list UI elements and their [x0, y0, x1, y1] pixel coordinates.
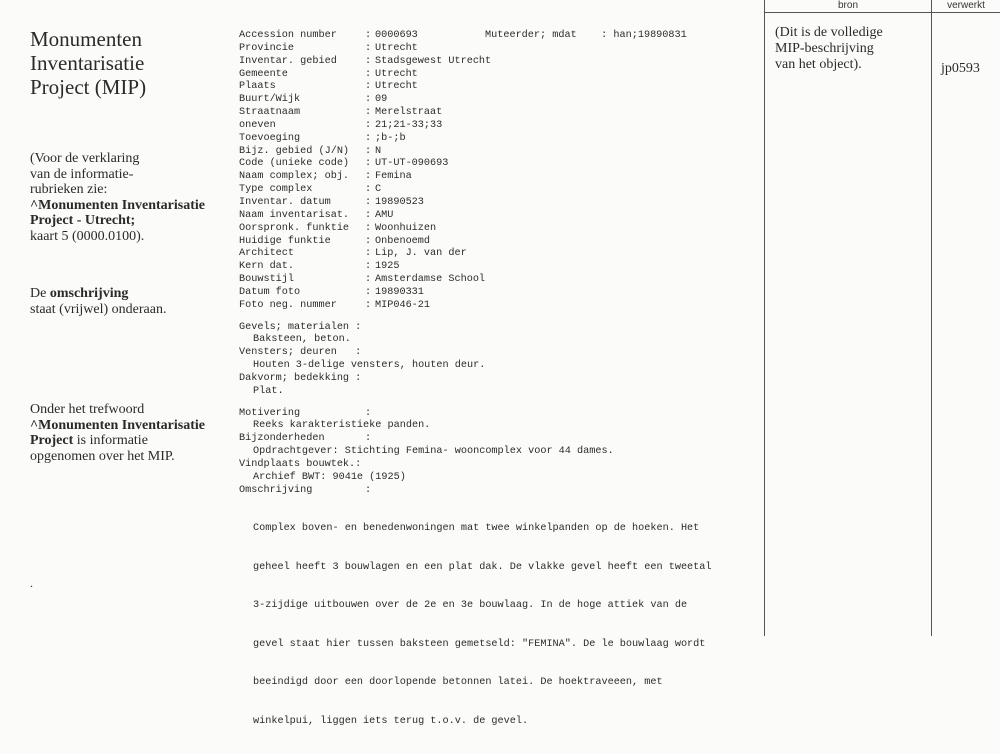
- field-separator: :: [365, 132, 372, 144]
- verwerkt-code: jp0593: [941, 61, 980, 76]
- record-field-row: [239, 197, 761, 210]
- field-label: Foto neg. nummer: [239, 299, 337, 311]
- field-separator: :: [365, 184, 372, 196]
- field-separator: :: [365, 209, 372, 221]
- record-field-row: [239, 94, 761, 107]
- omschrijving-line: geheel heeft 3 bouwlagen en een plat dak. De vlakke gevel heeft een tweetal: [253, 561, 712, 573]
- explanation-note: [30, 151, 205, 244]
- field-label: Code (unieke code): [239, 158, 350, 170]
- field-separator: :: [365, 235, 372, 247]
- record-field-row: [239, 261, 761, 274]
- record-field-row: [239, 274, 761, 287]
- dakvorm-value: Plat.: [253, 385, 284, 397]
- cross-reference-link[interactable]: Project - Utrecht;: [30, 213, 136, 228]
- field-label: Type complex: [239, 184, 313, 196]
- record-field-row: [239, 248, 761, 261]
- field-value: ;b-;b: [375, 132, 406, 144]
- field-label: Straatnaam: [239, 107, 301, 119]
- field-value: UT-UT-090693: [375, 158, 449, 170]
- field-separator: :: [365, 55, 372, 67]
- omschrijving-label: Omschrijving: [239, 484, 313, 496]
- record-field-row: [239, 146, 761, 159]
- field-label: Inventar. datum: [239, 196, 331, 208]
- field-value: Amsterdamse School: [375, 274, 486, 286]
- field-label: Huidige funktie: [239, 235, 331, 247]
- header-rule: [765, 12, 1000, 13]
- field-separator: :: [365, 68, 372, 80]
- field-label: Plaats: [239, 81, 276, 93]
- record-field-row: [239, 158, 761, 171]
- vensters-value: Houten 3-delige vensters, houten deur.: [253, 360, 486, 372]
- note-line: rubrieken zie:: [30, 182, 108, 197]
- field-label: Accession number: [239, 30, 337, 41]
- field-label: Gemeente: [239, 68, 288, 80]
- keyword-link[interactable]: Project: [30, 433, 74, 448]
- title-line: Inventarisatie: [30, 51, 145, 75]
- field-label: Toevoeging: [239, 132, 301, 144]
- title-line: Monumenten: [30, 27, 142, 51]
- record-field-row: [239, 81, 761, 94]
- note-text: De: [30, 286, 50, 301]
- omschrijving-line: 3-zijdige uitbouwen over de 2e en 3e bouwlaag. In de hoge attiek van de: [253, 600, 688, 612]
- record-field-row: [239, 69, 761, 82]
- field-value: 21;21-33;33: [375, 119, 443, 131]
- bron-note: [775, 25, 883, 73]
- bron-line: (Dit is de volledige: [775, 25, 883, 40]
- field-separator: :: [365, 171, 372, 183]
- record-field-row: [239, 43, 761, 56]
- note-line: Onder het trefwoord: [30, 402, 145, 417]
- record-field-row: [239, 133, 761, 146]
- note-text: is informatie: [73, 433, 148, 448]
- record-fields: [239, 30, 761, 313]
- field-label: Datum foto: [239, 286, 301, 298]
- record-field-row: [239, 287, 761, 300]
- omschrijving-text: [239, 498, 761, 754]
- field-separator: :: [365, 261, 372, 273]
- field-separator: :: [365, 158, 372, 170]
- omschrijving-row: Omschrijving :: [239, 484, 372, 496]
- field-separator: :: [365, 299, 372, 311]
- field-separator: :: [365, 119, 372, 131]
- vindplaats-label: Vindplaats bouwtek.:: [239, 459, 362, 470]
- bron-header: bron: [837, 0, 858, 11]
- field-separator: :: [365, 286, 372, 298]
- omschrijving-line: winkelpui, liggen iets terug t.o.v. de gevel.: [253, 715, 529, 727]
- field-value: Utrecht: [375, 81, 418, 93]
- field-value: AMU: [375, 209, 394, 221]
- muteerder-field: Muteerder; mdat : han;19890831: [485, 30, 687, 41]
- gevels-value: Baksteen, beton.: [253, 334, 351, 346]
- field-value: Femina: [375, 171, 412, 183]
- vensters-label: Vensters; deuren :: [239, 347, 362, 359]
- field-value: 0000693: [375, 30, 418, 41]
- field-separator: :: [365, 222, 372, 234]
- field-label: Provincie: [239, 42, 295, 54]
- field-label: Kern dat.: [239, 261, 295, 273]
- field-label: Bijz. gebied (J/N): [239, 145, 350, 157]
- field-value: N: [375, 145, 382, 157]
- verwerkt-header: verwerkt: [947, 0, 985, 11]
- field-separator: :: [365, 196, 372, 208]
- field-value: Merelstraat: [375, 107, 443, 119]
- bron-line: van het object).: [775, 57, 862, 72]
- field-value: Stadsgewest Utrecht: [375, 55, 492, 67]
- field-value: 19890523: [375, 196, 424, 208]
- field-label: Architect: [239, 248, 295, 260]
- field-label: Buurt/Wijk: [239, 94, 301, 106]
- column-divider: [764, 0, 765, 636]
- record-field-row: [239, 107, 761, 120]
- field-label: Inventar. gebied: [239, 55, 337, 67]
- note-line: staat (vrijwel) onderaan.: [30, 301, 167, 317]
- field-separator: :: [365, 81, 372, 93]
- field-value: 09: [375, 94, 388, 106]
- field-separator: :: [365, 274, 372, 286]
- description-note: [30, 286, 166, 317]
- record-field-row: [239, 300, 761, 313]
- record-field-row: [239, 120, 761, 133]
- field-value: MIP046-21: [375, 299, 431, 311]
- record-field-row: [239, 30, 761, 43]
- field-separator: :: [365, 248, 372, 260]
- omschrijving-line: gevel staat hier tussen baksteen gemetseld: "FEMINA". De le bouwlaag wordt: [253, 638, 706, 650]
- motivering-row: Motivering :: [239, 407, 372, 419]
- vindplaats-value: Archief BWT: 9041e (1925): [253, 471, 406, 483]
- omschrijving-line: Complex boven- en benedenwoningen mat twee winkelpanden op de hoeken. Het: [253, 523, 700, 535]
- record-field-row: [239, 171, 761, 184]
- bijzonderheden-value: Opdrachtgever: Stichting Femina- wooncomplex voor 44 dames.: [253, 446, 614, 458]
- keyword-note: [30, 402, 205, 464]
- bron-line: MIP-beschrijving: [775, 41, 874, 56]
- field-value: Utrecht: [375, 42, 418, 54]
- note-line: opgenomen over het MIP.: [30, 448, 175, 464]
- field-label: oneven: [239, 119, 276, 131]
- note-line: kaart 5 (0000.0100).: [30, 228, 145, 244]
- note-bold: omschrijving: [49, 286, 129, 301]
- field-label: Naam complex; obj.: [239, 171, 350, 183]
- field-value: Utrecht: [375, 68, 418, 80]
- field-value: Lip, J. van der: [375, 248, 467, 260]
- note-line: van de informatie-: [30, 166, 134, 182]
- field-separator: :: [365, 145, 372, 157]
- record-field-row: [239, 210, 761, 223]
- record-field-row: [239, 223, 761, 236]
- bijzonderheden-label: Bijzonderheden: [239, 433, 325, 445]
- field-value: 19890331: [375, 286, 424, 298]
- field-separator: :: [365, 107, 372, 119]
- stray-mark: .: [30, 576, 33, 590]
- field-separator: :: [365, 30, 372, 41]
- omschrijving-line: beeindigd door een doorlopende betonnen latei. De hoektraveeen, met: [253, 677, 663, 689]
- mip-record: [239, 30, 761, 754]
- motivering-label: Motivering: [239, 407, 301, 419]
- bijzonderheden-row: Bijzonderheden :: [239, 433, 372, 445]
- record-field-row: [239, 236, 761, 249]
- record-field-row: [239, 56, 761, 69]
- note-line: (Voor de verklaring: [30, 151, 140, 166]
- motivering-value: Reeks karakteristieke panden.: [253, 420, 431, 432]
- field-label: Naam inventarisat.: [239, 209, 350, 221]
- dakvorm-label: Dakvorm; bedekking :: [239, 372, 362, 384]
- cross-reference-link[interactable]: ^Monumenten Inventarisatie: [30, 197, 205, 213]
- page-title: [30, 27, 146, 99]
- record-field-row: [239, 184, 761, 197]
- field-separator: :: [365, 94, 372, 106]
- field-separator: :: [365, 42, 372, 54]
- column-divider: [931, 0, 932, 636]
- gevels-label: Gevels; materialen :: [239, 321, 362, 333]
- keyword-link[interactable]: ^Monumenten Inventarisatie: [30, 417, 205, 433]
- title-line: Project (MIP): [30, 75, 147, 99]
- field-value: 1925: [375, 261, 400, 273]
- left-margin: [0, 0, 228, 649]
- field-value: Woonhuizen: [375, 222, 437, 234]
- field-label: Bouwstijl: [239, 274, 295, 286]
- field-label: Oorspronk. funktie: [239, 222, 350, 234]
- field-value: C: [375, 184, 382, 196]
- field-value: Onbenoemd: [375, 235, 431, 247]
